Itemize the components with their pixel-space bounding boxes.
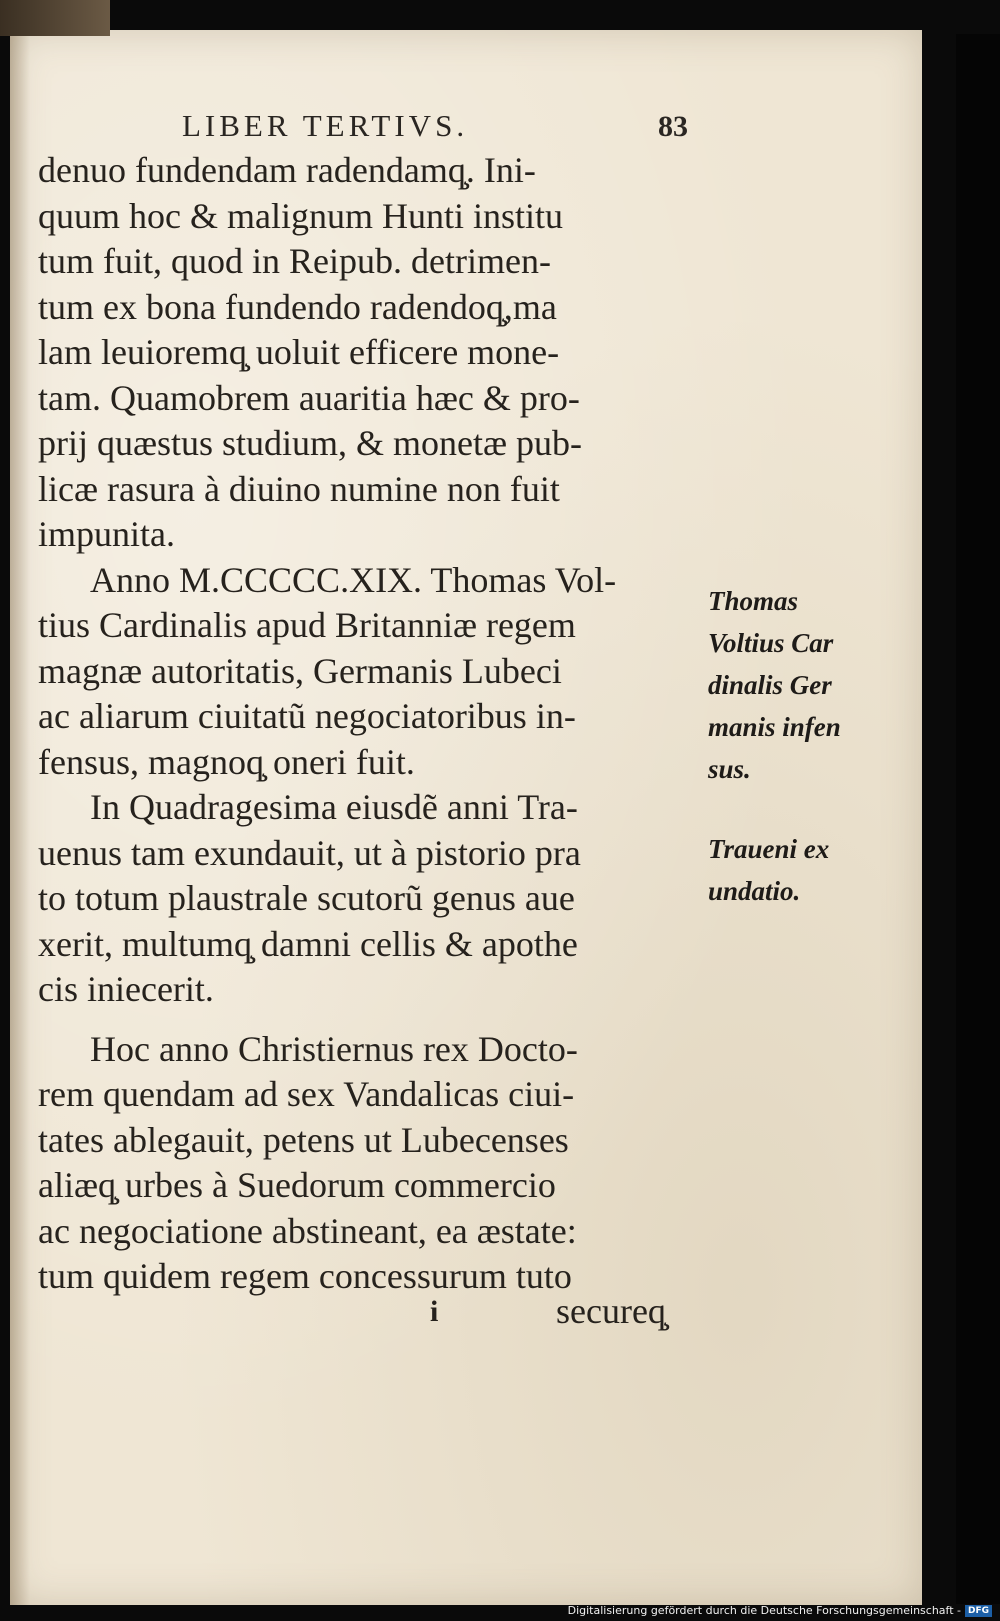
marginal-note-line: Thomas (708, 586, 799, 616)
text-line: magnæ autoritatis, Germanis Lubeci (38, 650, 562, 691)
text-line: aliæq̧ urbes à Suedorum commercio (38, 1165, 556, 1205)
marginal-note-line: undatio. (708, 876, 801, 906)
text-line: tum ex bona fundendo radendoq̧,ma (38, 286, 557, 327)
main-text-block (38, 148, 718, 1300)
text-line: quum hoc & malignum Hunti institu (38, 195, 563, 236)
text-line: Anno M.CCCCC.XIX. Thomas Vol- (90, 559, 617, 600)
signature-mark: i (430, 1295, 439, 1328)
marginal-note-line: dinalis Ger (708, 670, 832, 700)
running-head: LIBER TERTIVS. (182, 108, 469, 143)
text-line: denuo fundendam radendamq̧. Ini- (38, 150, 536, 190)
text-line: tates ablegauit, petens ut Lubecenses (38, 1119, 569, 1160)
text-line: licæ rasura à diuino numine non fuit (38, 468, 560, 509)
marginal-note-traueni-exundatio (708, 828, 888, 912)
text-line: In Quadragesima eiusdẽ anni Tra- (90, 787, 578, 827)
text-line: uenus tam exundauit, ut à pistorio pra (38, 832, 581, 873)
text-line: impunita. (38, 514, 175, 554)
text-line: tam. Quamobrem auaritia hæc & pro- (38, 377, 580, 418)
footer-text: Digitalisierung gefördert durch die Deutsche Forschungsgemeinschaft - (567, 1604, 961, 1617)
text-line: rem quendam ad sex Vandalicas ciui- (38, 1074, 575, 1114)
digitization-footer (568, 1604, 992, 1617)
binding-corner (0, 0, 110, 36)
text-line: xerit, multumq̧ damni cellis & apothe (38, 923, 578, 964)
text-line: tum quidem regem concessurum tuto (38, 1256, 572, 1296)
text-line: to totum plaustrale scutorũ genus aue (38, 878, 575, 918)
marginal-note-line: sus. (708, 754, 751, 784)
scan-border (956, 34, 1000, 1604)
page-number: 83 (658, 110, 688, 143)
text-line: ac negociatione abstineant, ea æstate: (38, 1210, 577, 1251)
text-line: tum fuit, quod in Reipub. detrimen- (38, 241, 551, 281)
paragraph-gap (38, 1013, 718, 1027)
text-line: ac aliarum ciuitatũ negociatoribus in- (38, 696, 576, 736)
marginal-note-line: Traueni ex (708, 834, 830, 864)
page-gutter-shadow (10, 30, 30, 1605)
marginal-note-thomas-voltius (708, 580, 888, 790)
marginal-note-line: manis infen (708, 712, 841, 742)
text-line: tius Cardinalis apud Britanniæ regem (38, 605, 576, 645)
text-line: lam leuioremq̧ uoluit efficere mone- (38, 332, 560, 372)
text-line: fensus, magnoq̧ oneri fuit. (38, 741, 415, 782)
text-line: prij quæstus studium, & monetæ pub- (38, 423, 583, 463)
text-line: Hoc anno Christiernus rex Docto- (90, 1028, 578, 1069)
catchword: secureq̧ (556, 1291, 666, 1331)
text-line: cis iniecerit. (38, 969, 214, 1009)
dfg-logo: DFG (965, 1605, 992, 1617)
marginal-note-line: Voltius Car (708, 628, 834, 658)
